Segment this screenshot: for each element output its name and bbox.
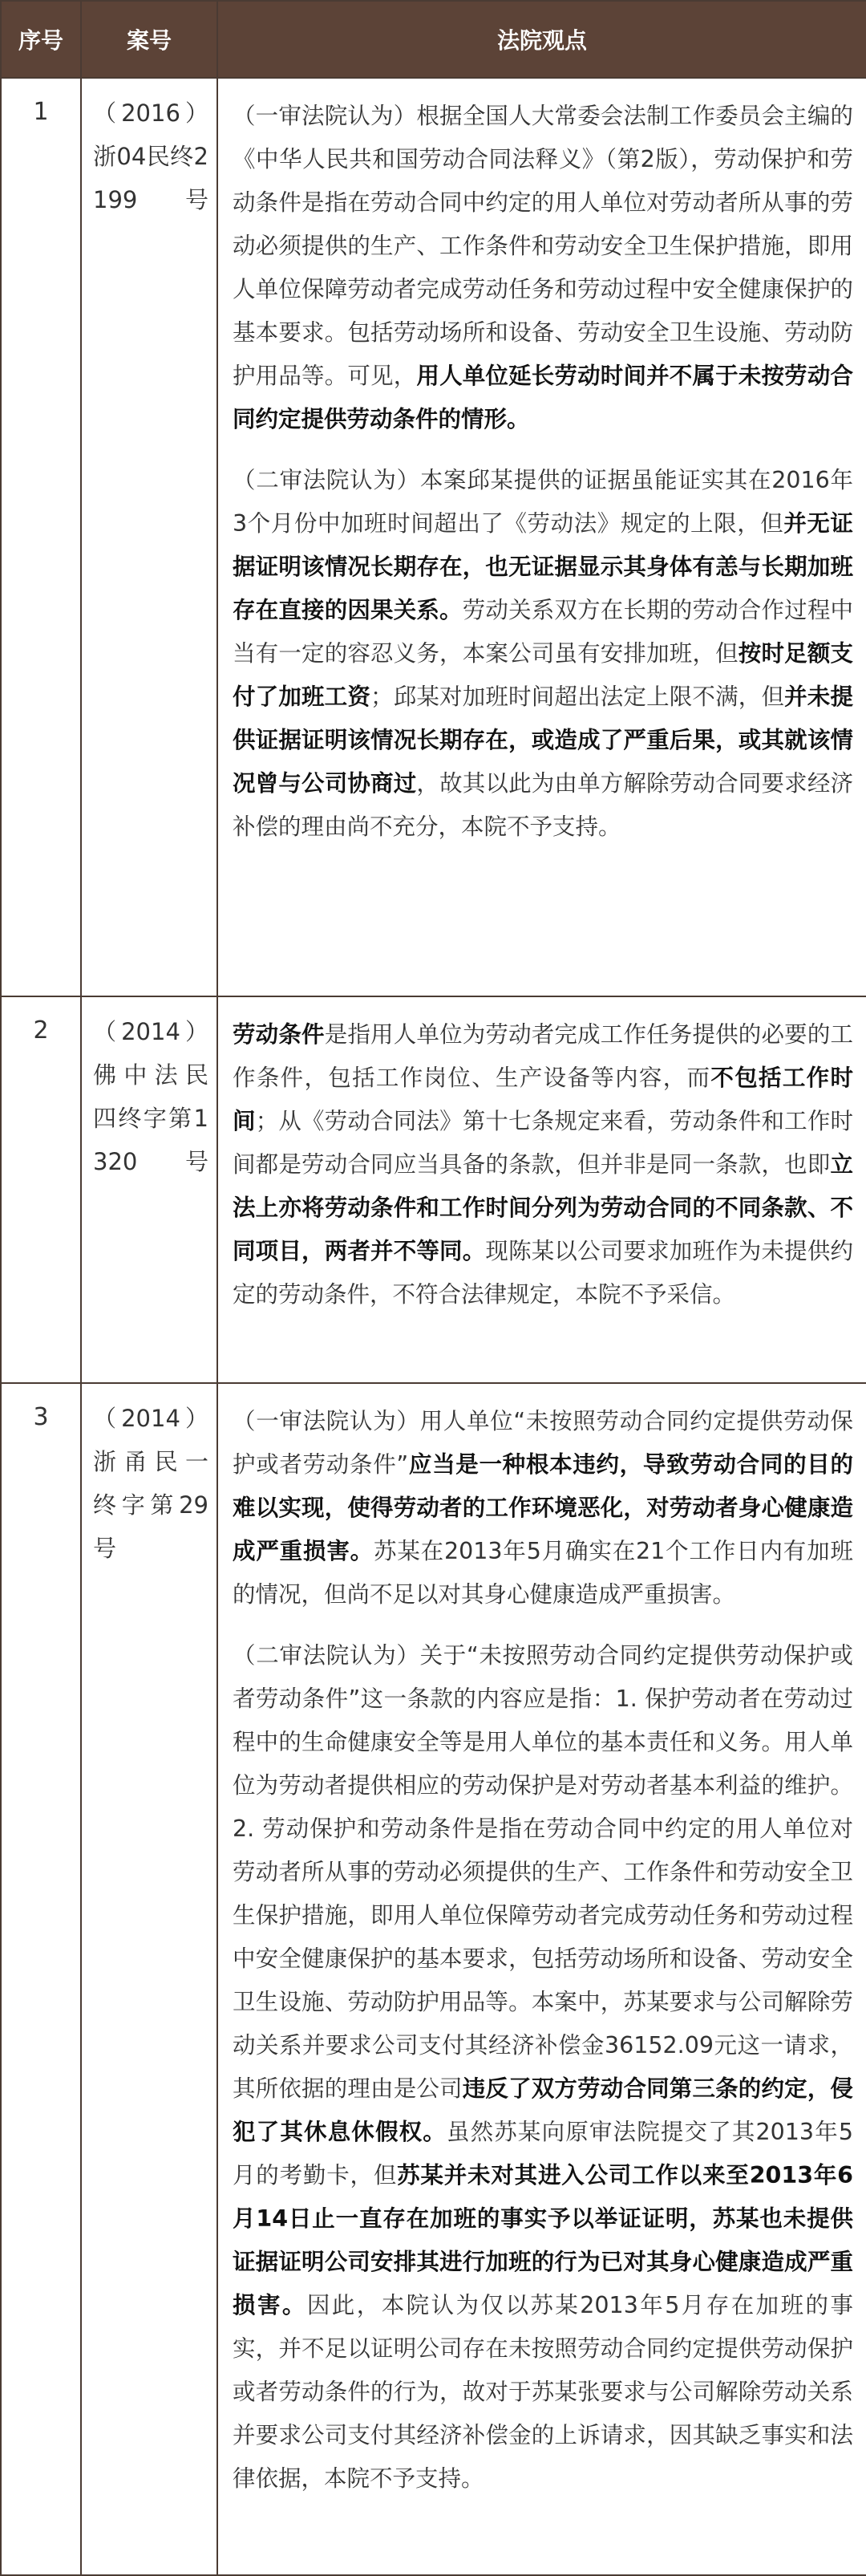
court-opinion [217,78,866,996]
emphasized-text: 立法上亦将劳动条件和工作时间分列为劳动合同的不同条款、不同项目，两者并不等同。 [233,1151,853,1264]
header-court-opinion: 法院观点 [217,1,866,78]
opinion-text: 因此，本院认为仅以苏某2013年5月存在加班的事实，并不足以证明公司存在未按照劳动合同约定提供劳动保护或者劳动条件的行为，故对于苏某张要求与公司解除劳动关系并要求公司支付其经济补偿金的上诉请求，因其缺乏事实和法律依据，本院不予支持。 [233,2292,853,2492]
emphasized-text: 按时足额支付了加班工资 [233,640,853,710]
emphasized-text: 劳动条件 [233,1021,325,1048]
table-header [1,1,866,78]
emphasized-text: 并无证据证明该情况长期存在，也无证据显示其身体有恙与长期加班存在直接的因果关系。 [233,510,853,623]
emphasized-text: 并未提供证据证明该情况长期存在，或造成了严重后果，或其就该情况曾与公司协商过 [233,684,853,797]
court-opinion [217,1383,866,2575]
table-row [1,996,866,1383]
serial-number: 3 [1,1383,81,2575]
header-case-number: 案号 [81,1,217,78]
opinion-text: 是指用人单位为劳动者完成工作任务提供的必要的工作条件，包括工作岗位、生产设备等内容，而 [233,1021,853,1091]
opinion-paragraph [233,95,853,441]
emphasized-text: 用人单位延长劳动时间并不属于未按劳动合同约定提供劳动条件的情形。 [233,363,853,432]
table-row [1,78,866,996]
opinion-text: ；邱某对加班时间超出法定上限不满，但 [370,684,785,710]
case-number: （2016）浙04民终2199号 [81,78,217,996]
opinion-paragraph [233,1400,853,1617]
opinion-text: 现陈某以公司要求加班作为未提供约定的劳动条件，不符合法律规定，本院不予采信。 [233,1238,853,1308]
opinion-text: 虽然苏某向原审法院提交了其2013年5月的考勤卡，但 [233,2119,853,2189]
header-row [1,1,866,78]
opinion-paragraph [233,459,853,849]
opinion-text: （二审法院认为）关于“未按照劳动合同约定提供劳动保护或者劳动条件”这一条款的内容应是指：1. 保护劳动者在劳动过程中的生命健康安全等是用人单位的基本责任和义务。用人单位为劳动者提供相应的劳动保护是对劳动者基本利益的维护。2. 劳动保护和劳动条件是指在劳动合同中约定的用人单位对劳动者所从事的劳动必须提供的生产、工作条件和劳动安全卫生保护措施，即用人单位保障劳动者完成劳动任务和劳动过程中安全健康保护的基本要求，包括劳动场所和设备、劳动安全卫生设施、劳动防护用品等。本案中，苏某要求与公司解除劳动关系并要求公司支付其经济补偿金36152.09元这一请求，其所依据的理由是公司 [233,1642,853,2102]
opinion-text: ；从《劳动合同法》第十七条规定来看，劳动条件和工作时间都是劳动合同应当具备的条款，但并非是同一条款，也即 [233,1108,853,1178]
opinion-text: （二审法院认为）本案邱某提供的证据虽能证实其在2016年3个月份中加班时间超出了《劳动法》规定的上限，但 [233,467,853,537]
opinion-text: （一审法院认为）用人单位“未按照劳动合同约定提供劳动保护或者劳动条件” [233,1408,853,1478]
emphasized-text: 苏某并未对其进入公司工作以来至2013年6月14日止一直存在加班的事实予以举证证明，苏某也未提供证据证明公司安排其进行加班的行为已对其身心健康造成严重损害。 [233,2162,853,2318]
table-body [1,78,866,2575]
opinion-text: （一审法院认为）根据全国人大常委会法制工作委员会主编的《中华人民共和国劳动合同法释义》（第2版），劳动保护和劳动条件是指在劳动合同中约定的用人单位对劳动者所从事的劳动必须提供的生产、工作条件和劳动安全卫生保护措施，即用人单位保障劳动者完成劳动任务和劳动过程中安全健康保护的基本要求。包括劳动场所和设备、劳动安全卫生设施、劳动防护用品等。可见， [233,103,853,389]
opinion-paragraph [233,1013,853,1316]
opinion-text: ，故其以此为由单方解除劳动合同要求经济补偿的理由尚不充分，本院不予支持。 [233,770,853,840]
court-opinion [217,996,866,1383]
emphasized-text: 不包括工作时间 [233,1065,853,1134]
opinion-text: 劳动关系双方在长期的劳动合作过程中当有一定的容忍义务，本案公司虽有安排加班，但 [233,597,853,667]
case-number: （2014）佛中法民四终字第1320号 [81,996,217,1383]
table-row [1,1383,866,2575]
serial-number: 1 [1,78,81,996]
opinion-paragraph [233,1634,853,2501]
emphasized-text: 违反了双方劳动合同第三条的约定，侵犯了其休息休假权。 [233,2075,853,2145]
header-serial-number: 序号 [1,1,81,78]
case-number: （2014）浙甬民一终字第29号 [81,1383,217,2575]
serial-number: 2 [1,996,81,1383]
emphasized-text: 应当是一种根本违约，导致劳动合同的目的难以实现，使得劳动者的工作环境恶化，对劳动者身心健康造成严重损害。 [233,1451,853,1564]
opinion-text: 苏某在2013年5月确实在21个工作日内有加班的情况，但尚不足以对其身心健康造成严重损害。 [233,1538,853,1608]
